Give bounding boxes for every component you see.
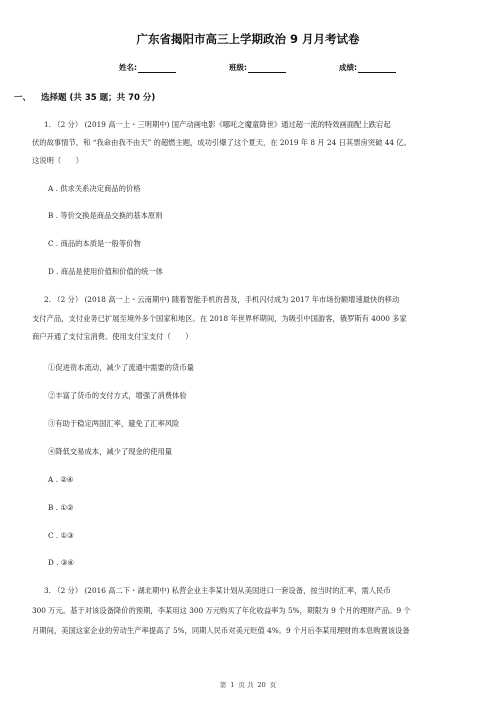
- section-title: 选择题 (共 35 题；共 70 分): [41, 93, 156, 103]
- question-2-line-2: 支付产品，支付业务已扩展至境外多个国家和地区。在 2018 年世界杯期间，为吸引中国游客，俄罗斯有 4000 多家: [32, 314, 407, 323]
- question-2-statement-4: ④降低交易成本，减少了现金的使用量: [48, 447, 173, 456]
- question-2-option-a[interactable]: A . ②④: [48, 475, 74, 484]
- class-label: 班级:: [229, 63, 247, 72]
- score-field: [339, 62, 396, 73]
- class-blank[interactable]: [248, 63, 286, 73]
- name-label: 姓名:: [119, 63, 137, 72]
- class-field: [229, 62, 286, 73]
- name-blank[interactable]: [138, 63, 176, 73]
- name-field: [119, 62, 176, 73]
- score-label: 成绩:: [339, 63, 357, 72]
- student-info-row: [0, 62, 496, 76]
- question-2-option-c[interactable]: C . ①③: [48, 531, 74, 540]
- page-footer: [0, 680, 496, 689]
- footer-middle: 页 共: [238, 681, 254, 689]
- question-2-statement-1: ①促进资本流动，减少了流通中需要的货币量: [48, 363, 194, 372]
- footer-total-pages: 20: [257, 681, 266, 689]
- question-3-line-3: 月期间，美国这家企业的劳动生产率提高了 5%，同期人民币对美元贬值 4%。9 个月后李某用理财的本息购置该设备: [32, 626, 410, 635]
- question-3-line-1: 3. （2 分） (2016 高二下・湖北期中) 私营企业主李某计划从美国进口一套设备，按当时的汇率，需人民币: [44, 586, 391, 595]
- question-2-statement-2: ②丰富了货币的支付方式，增强了消费体验: [48, 391, 187, 400]
- question-2-statement-3: ③有助于稳定两国汇率，避免了汇率风险: [48, 419, 180, 428]
- question-2-option-b[interactable]: B . ①②: [48, 503, 74, 512]
- exam-title: 广东省揭阳市高三上学期政治 9 月月考试卷: [136, 32, 360, 46]
- footer-page-number: 1: [230, 681, 235, 689]
- question-2-line-3: 商户开通了支付宝消费。使用支付宝支付（ ）: [32, 332, 193, 341]
- section-number: 一、: [14, 93, 32, 103]
- footer-suffix: 页: [269, 681, 277, 689]
- question-2-option-d[interactable]: D . ③④: [48, 558, 74, 567]
- question-1-line-2: 伏的故事情节，和 “我命由我不由天” 的超燃主题，成功引爆了这个夏天，在 2019 年 8 月 24 日其票房突破 44 亿。: [32, 138, 411, 147]
- question-1-line-3: 这说明（ ）: [32, 156, 84, 165]
- question-3-line-2: 300 万元。基于对该设备降价的预期，李某用这 300 万元购买了年化收益率为 5%，期限为 9 个月的理财产品。9 个: [32, 606, 411, 615]
- question-1-option-b[interactable]: B . 等价交换是商品交换的基本原则: [48, 211, 163, 220]
- question-1-option-c[interactable]: C . 商品的本质是一般等价物: [48, 239, 141, 248]
- score-blank[interactable]: [358, 63, 396, 73]
- question-1-option-d[interactable]: D . 商品是使用价值和价值的统一体: [48, 267, 163, 276]
- question-1-option-a[interactable]: A . 供求关系决定商品的价格: [48, 184, 141, 193]
- footer-prefix: 第: [219, 681, 227, 689]
- question-2-line-1: 2. （2 分） (2018 高一上・云南期中) 随着智能手机的普及，手机闪付成为 2017 年市场份额增速最快的移动: [44, 295, 400, 304]
- section-heading: [14, 91, 155, 103]
- question-1-line-1: 1. （2 分） (2019 高一上・三明期中) 国产动画电影《哪吒之魔童降世》通过超一流的特效画面配上跌宕起: [44, 120, 391, 129]
